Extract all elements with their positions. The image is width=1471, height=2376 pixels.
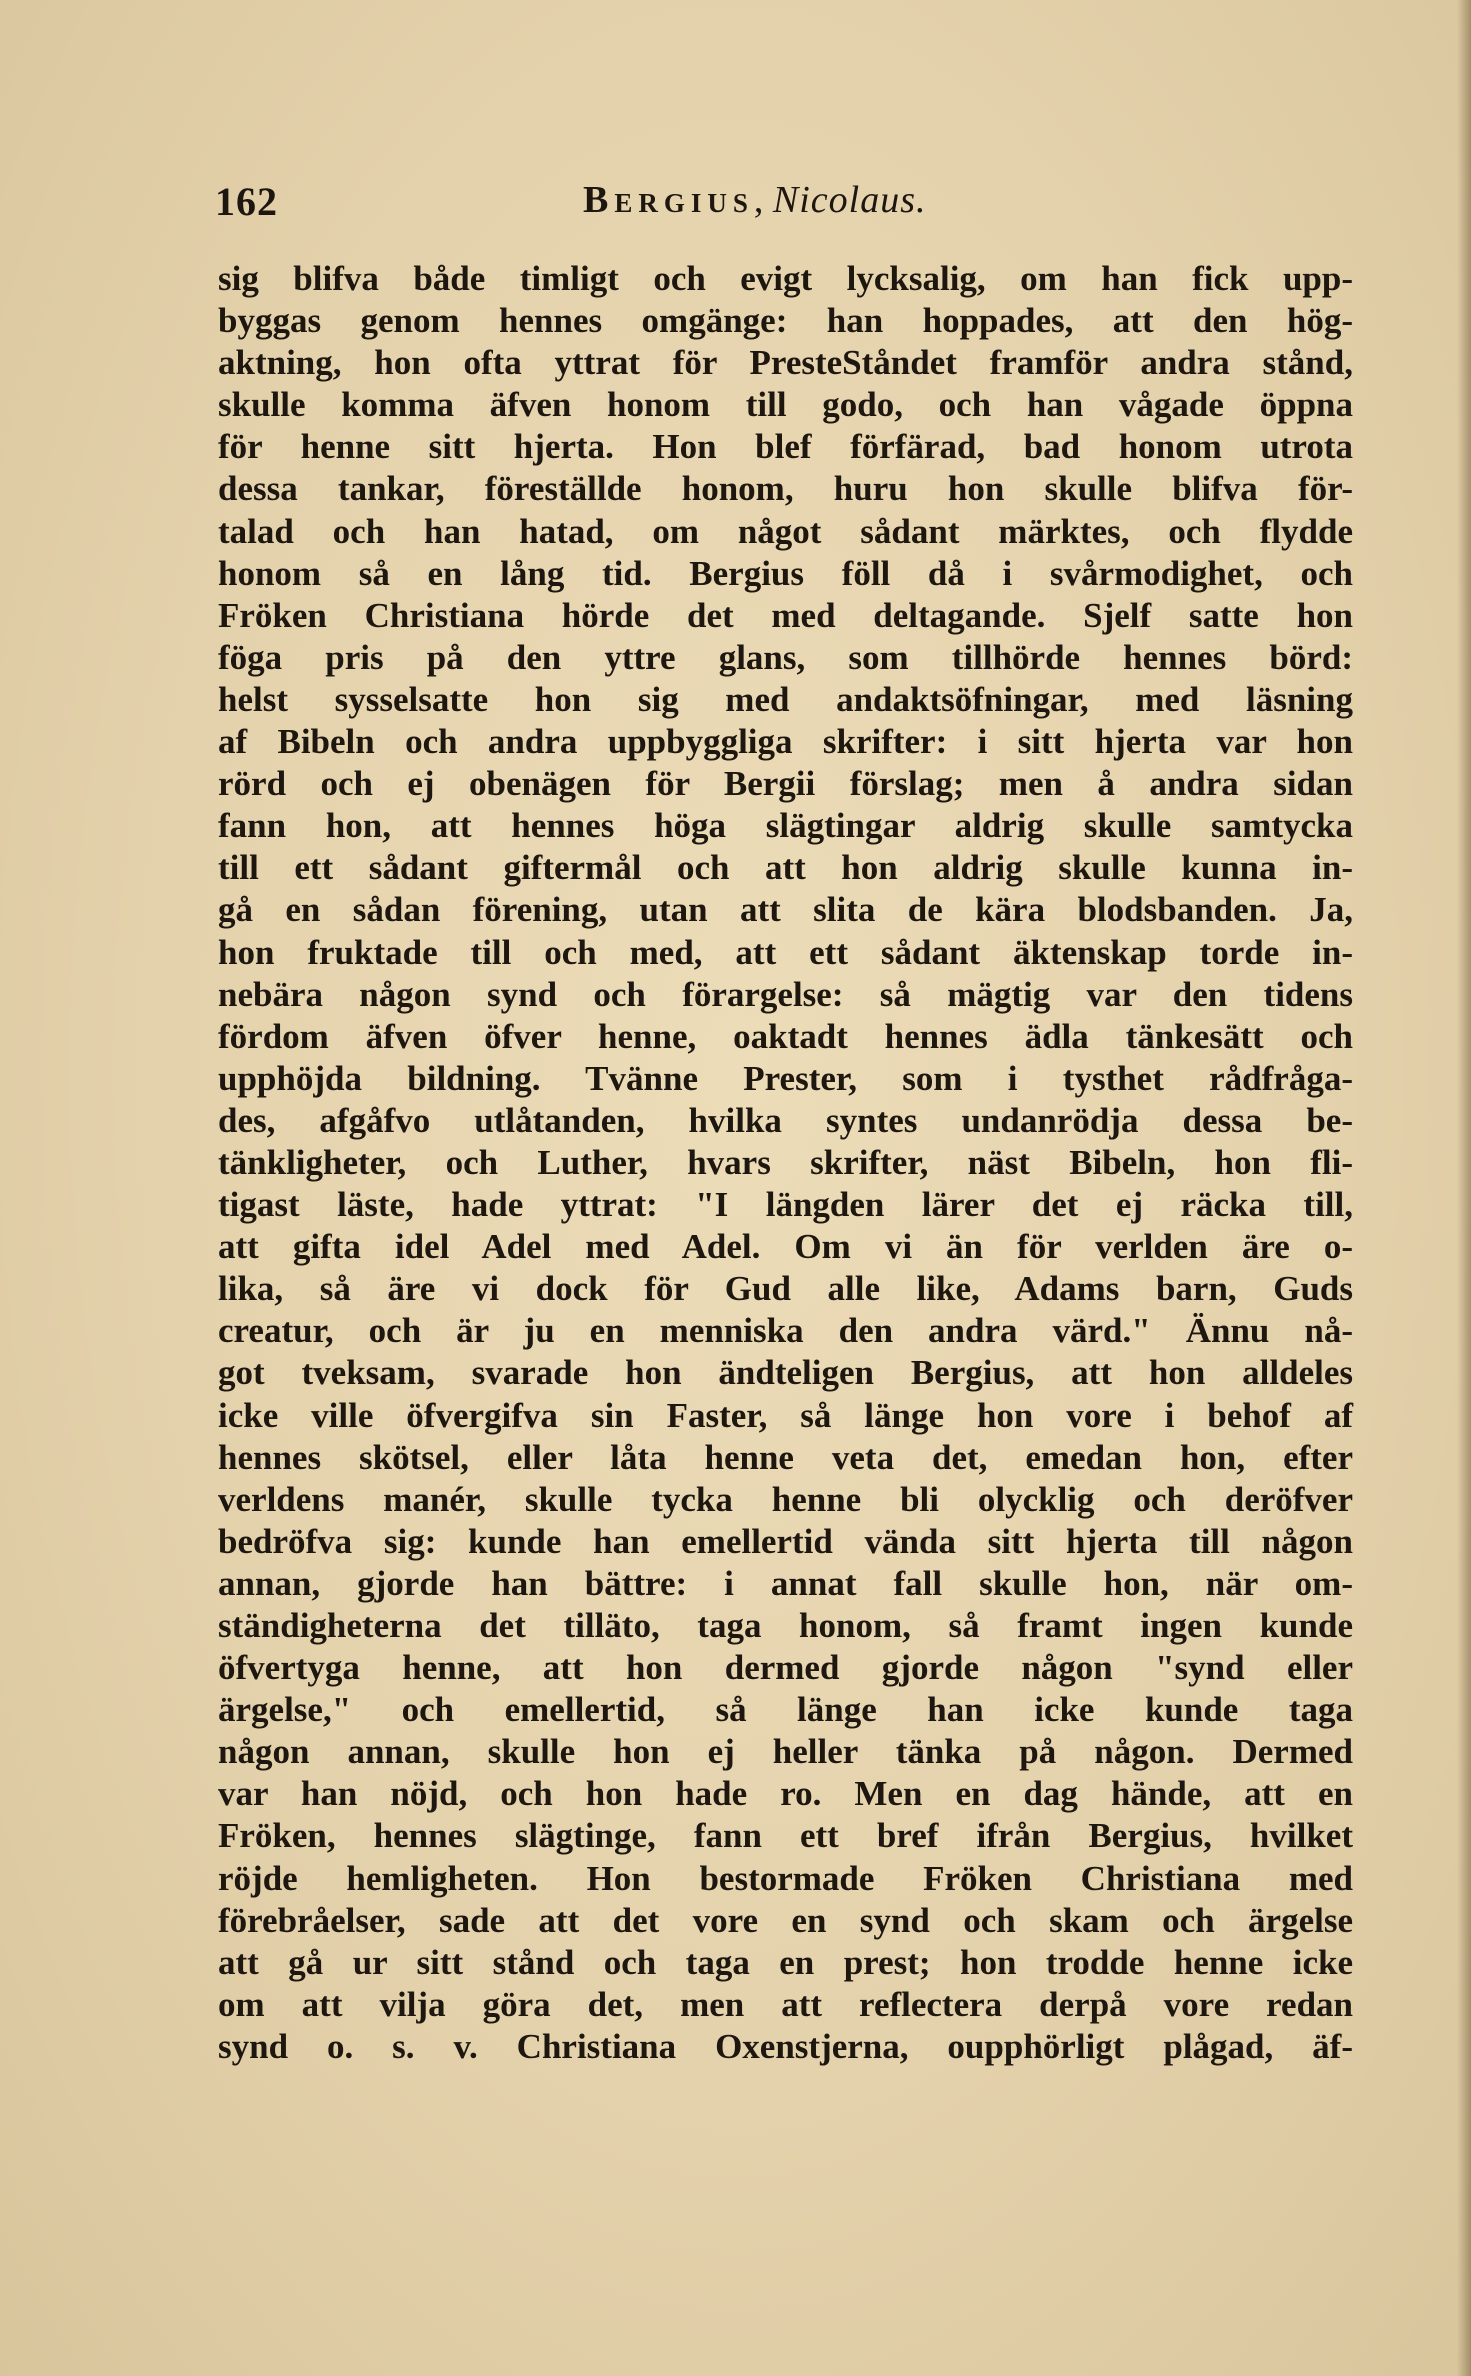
text-line: tigast läste, hade yttrat: "I längden lärer det ej räcka till,	[218, 1185, 1353, 1225]
body-text	[218, 258, 1353, 2068]
text-line: annan, gjorde han bättre: i annat fall skulle hon, när om-	[218, 1563, 1353, 1603]
text-line: skulle komma äfven honom till godo, och han vågade öppna	[218, 385, 1353, 425]
running-head-separator: ,	[753, 179, 764, 221]
text-line: förebråelser, sade att det vore en synd och skam och ärgelse	[218, 1900, 1353, 1940]
text-line: att gå ur sitt stånd och taga en prest; hon trodde henne icke	[218, 1942, 1353, 1982]
text-line: rörd och ej obenägen för Bergii förslag; men å andra sidan	[218, 764, 1353, 804]
text-line: om att vilja göra det, men att reflectera derpå vore redan	[218, 1984, 1353, 2024]
text-line: got tveksam, svarade hon ändteligen Bergius, att hon alldeles	[218, 1353, 1353, 1393]
running-head	[583, 178, 927, 222]
text-line: fann hon, att hennes höga slägtingar aldrig skulle samtycka	[218, 806, 1353, 846]
page-header	[215, 178, 1365, 238]
text-line: des, afgåfvo utlåtanden, hvilka syntes undanrödja dessa be-	[218, 1100, 1353, 1140]
text-line: dessa tankar, föreställde honom, huru hon skulle blifva för-	[218, 469, 1353, 509]
text-line: creatur, och är ju en menniska den andra värd." Ännu nå-	[218, 1311, 1353, 1351]
text-line: honom så en lång tid. Bergius föll då i svårmodighet, och	[218, 553, 1353, 593]
text-line: röjde hemligheten. Hon bestormade Fröken Christiana med	[218, 1858, 1353, 1898]
text-line: verldens manér, skulle tycka henne bli olycklig och deröfver	[218, 1479, 1353, 1519]
text-line: bedröfva sig: kunde han emellertid vända sitt hjerta till någon	[218, 1521, 1353, 1561]
text-line: synd o. s. v. Christiana Oxenstjerna, oupphörligt plågad, äf-	[218, 2026, 1353, 2066]
text-line: att gifta idel Adel med Adel. Om vi än för verlden äre o-	[218, 1227, 1353, 1267]
text-line: lika, så äre vi dock för Gud alle like, Adams barn, Guds	[218, 1269, 1353, 1309]
text-line: ständigheterna det tilläto, taga honom, så framt ingen kunde	[218, 1606, 1353, 1645]
text-line: nebära någon synd och förargelse: så mägtig var den tidens	[218, 974, 1353, 1014]
text-line: af Bibeln och andra uppbyggliga skrifter: i sitt hjerta var hon	[218, 722, 1353, 762]
text-line: tänkligheter, och Luther, hvars skrifter, näst Bibeln, hon fli-	[218, 1142, 1353, 1182]
text-line: öfvertyga henne, att hon dermed gjorde någon "synd eller	[218, 1648, 1353, 1688]
text-line: någon annan, skulle hon ej heller tänka på någon. Dermed	[218, 1732, 1353, 1772]
text-line: var han nöjd, och hon hade ro. Men en dag hände, att en	[218, 1774, 1353, 1814]
text-line: gå en sådan förening, utan att slita de kära blodsbanden. Ja,	[218, 890, 1353, 930]
text-line: byggas genom hennes omgänge: han hoppades, att den hög-	[218, 301, 1353, 341]
text-line: Fröken Christiana hörde det med deltagande. Sjelf satte hon	[218, 595, 1353, 635]
text-line: icke ville öfvergifva sin Faster, så länge hon vore i behof af	[218, 1395, 1353, 1435]
text-line: till ett sådant giftermål och att hon aldrig skulle kunna in-	[218, 848, 1353, 888]
text-line: upphöjda bildning. Tvänne Prester, som i tysthet rådfråga-	[218, 1058, 1353, 1098]
text-line: för henne sitt hjerta. Hon blef förfärad, bad honom utrota	[218, 427, 1353, 467]
text-line: hennes skötsel, eller låta henne veta det, emedan hon, efter	[218, 1437, 1353, 1477]
page-number: 162	[215, 179, 278, 224]
page-edge-shadow	[1457, 0, 1471, 2376]
text-line: Fröken, hennes slägtinge, fann ett bref ifrån Bergius, hvilket	[218, 1816, 1353, 1856]
text-line: hon fruktade till och med, att ett sådant äktenskap torde in-	[218, 932, 1353, 972]
running-head-surname: Bergius	[583, 179, 754, 221]
text-line: helst sysselsatte hon sig med andaktsöfningar, med läsning	[218, 679, 1353, 719]
running-head-given-name: Nicolaus.	[772, 179, 927, 221]
text-line: ärgelse," och emellertid, så länge han icke kunde taga	[218, 1690, 1353, 1730]
text-line: föga pris på den yttre glans, som tillhörde hennes börd:	[218, 637, 1353, 677]
text-line: sig blifva både timligt och evigt lycksalig, om han fick upp-	[218, 259, 1353, 298]
text-line: fördom äfven öfver henne, oaktadt hennes ädla tänkesätt och	[218, 1016, 1353, 1056]
text-line: aktning, hon ofta yttrat för PresteStåndet framför andra stånd,	[218, 343, 1353, 383]
text-line: talad och han hatad, om något sådant märktes, och flydde	[218, 511, 1353, 551]
